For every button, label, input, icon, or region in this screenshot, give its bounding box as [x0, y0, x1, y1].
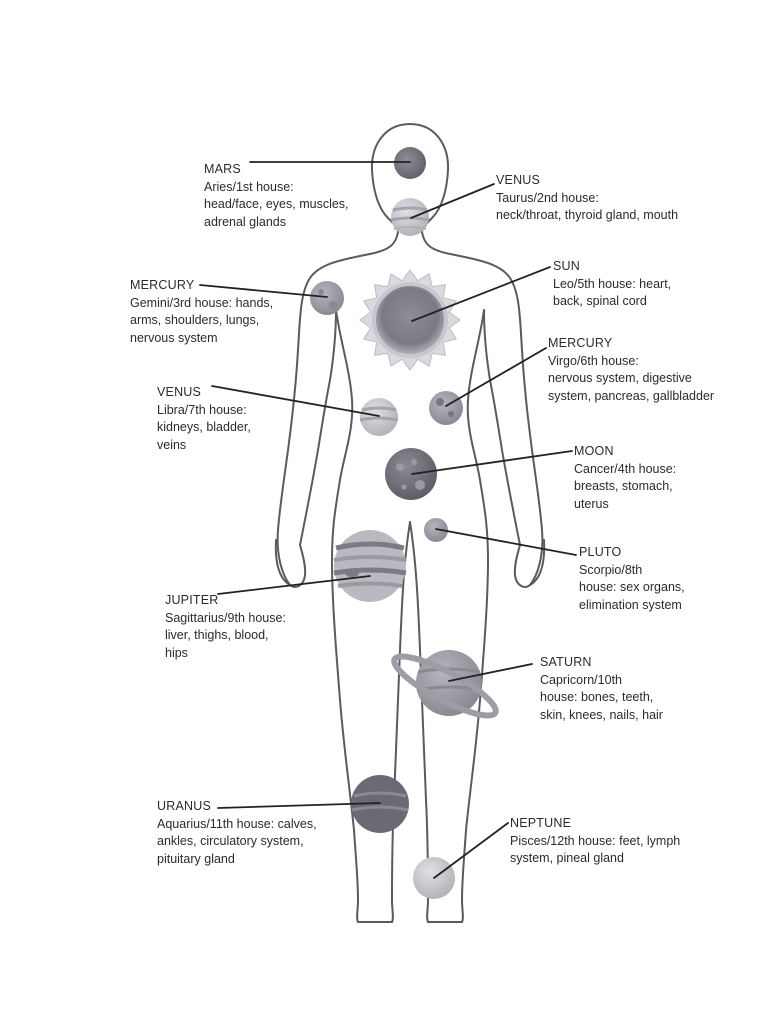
jupiter-planet-icon — [334, 530, 406, 602]
label-saturn — [540, 654, 663, 724]
planet-body-parts-text: elimination system — [579, 597, 682, 612]
planet-body-parts-text: house: bones, teeth, — [540, 690, 654, 704]
label-venus-kidney — [157, 384, 251, 454]
planet-house-text: Scorpio/8th — [579, 562, 643, 577]
planet-name: VENUS — [496, 173, 541, 187]
saturn-planet-icon — [388, 647, 502, 725]
planet-house-text: Taurus/2nd house: — [496, 190, 599, 205]
planet-name: MERCURY — [130, 278, 195, 292]
label-moon — [574, 443, 676, 513]
planet-body-parts-text: breasts, stomach, — [574, 479, 673, 493]
leader-line-neptune — [434, 823, 508, 878]
planet-house-text: Capricorn/10th — [540, 672, 622, 687]
planet-house-text: Aries/1st house: — [204, 179, 294, 194]
planet-house-text: Leo/5th house: heart, — [553, 276, 672, 291]
planet-body-parts-text: nervous system — [130, 330, 218, 345]
planet-body-parts-text: arms, shoulders, lungs, — [130, 313, 260, 327]
planet-body-parts-text: hips — [165, 645, 188, 660]
planet-name: JUPITER — [165, 593, 219, 607]
leader-lines — [200, 162, 576, 878]
planet-body-parts-text: pituitary gland — [157, 851, 235, 866]
planet-name: SUN — [553, 259, 580, 273]
planet-name: VENUS — [157, 385, 202, 399]
moon-icon — [385, 448, 437, 500]
planet-name: URANUS — [157, 799, 211, 813]
leader-line-mercury-belly — [446, 348, 546, 406]
planet-house-text: Libra/7th house: — [157, 402, 247, 417]
planet-body-parts-text: back, spinal cord — [553, 294, 647, 308]
planet-house-text: Cancer/4th house: — [574, 461, 677, 476]
leader-line-venus-neck — [411, 184, 494, 218]
planet-house-text: Gemini/3rd house: hands, — [130, 295, 274, 310]
label-neptune — [510, 815, 680, 868]
leader-line-moon — [412, 451, 572, 474]
label-mercury-arm — [130, 277, 273, 347]
label-uranus — [157, 798, 317, 868]
sun-icon — [360, 270, 460, 370]
venus-planet-icon — [391, 198, 429, 236]
planet-body-parts-text: adrenal glands — [204, 214, 287, 229]
planet-body-parts-text: head/face, eyes, muscles, — [204, 197, 349, 211]
mercury-planet-icon — [429, 391, 463, 425]
planet-body-parts-text: system, pancreas, gallbladder — [548, 388, 715, 403]
planet-body-parts-text: nervous system, digestive — [548, 371, 692, 385]
planet-house-text: Virgo/6th house: — [548, 353, 639, 368]
label-pluto — [579, 544, 685, 614]
label-sun — [553, 258, 671, 311]
venus-planet-icon — [360, 398, 398, 436]
planet-name: MOON — [574, 444, 614, 458]
planet-name: NEPTUNE — [510, 816, 572, 830]
planet-body-parts-text: liver, thighs, blood, — [165, 628, 269, 642]
planet-body-parts-text: skin, knees, nails, hair — [540, 707, 663, 722]
mars-planet-icon — [394, 147, 426, 179]
planet-house-text: Sagittarius/9th house: — [165, 610, 286, 625]
planet-body-parts-text: house: sex organs, — [579, 580, 685, 594]
planet-body-parts-text: veins — [157, 437, 187, 452]
planet-name: SATURN — [540, 655, 592, 669]
planet-body-parts-text: uterus — [574, 496, 609, 511]
planet-house-text: Pisces/12th house: feet, lymph — [510, 833, 681, 848]
planet-name: PLUTO — [579, 545, 622, 559]
mercury-planet-icon — [310, 281, 344, 315]
label-jupiter — [165, 592, 286, 662]
planet-name: MERCURY — [548, 336, 613, 350]
label-mars — [204, 161, 349, 231]
planet-body-parts-text: ankles, circulatory system, — [157, 834, 304, 848]
planet-house-text: Aquarius/11th house: calves, — [157, 816, 317, 831]
planet-body-parts-text: kidneys, bladder, — [157, 420, 251, 434]
label-venus-neck — [496, 172, 678, 225]
leader-line-pluto — [436, 529, 576, 555]
planet-body-parts-text: neck/throat, thyroid gland, mouth — [496, 208, 679, 222]
planet-body-parts-text: system, pineal gland — [510, 851, 624, 865]
label-mercury-belly — [548, 335, 714, 405]
planet-name: MARS — [204, 162, 241, 176]
